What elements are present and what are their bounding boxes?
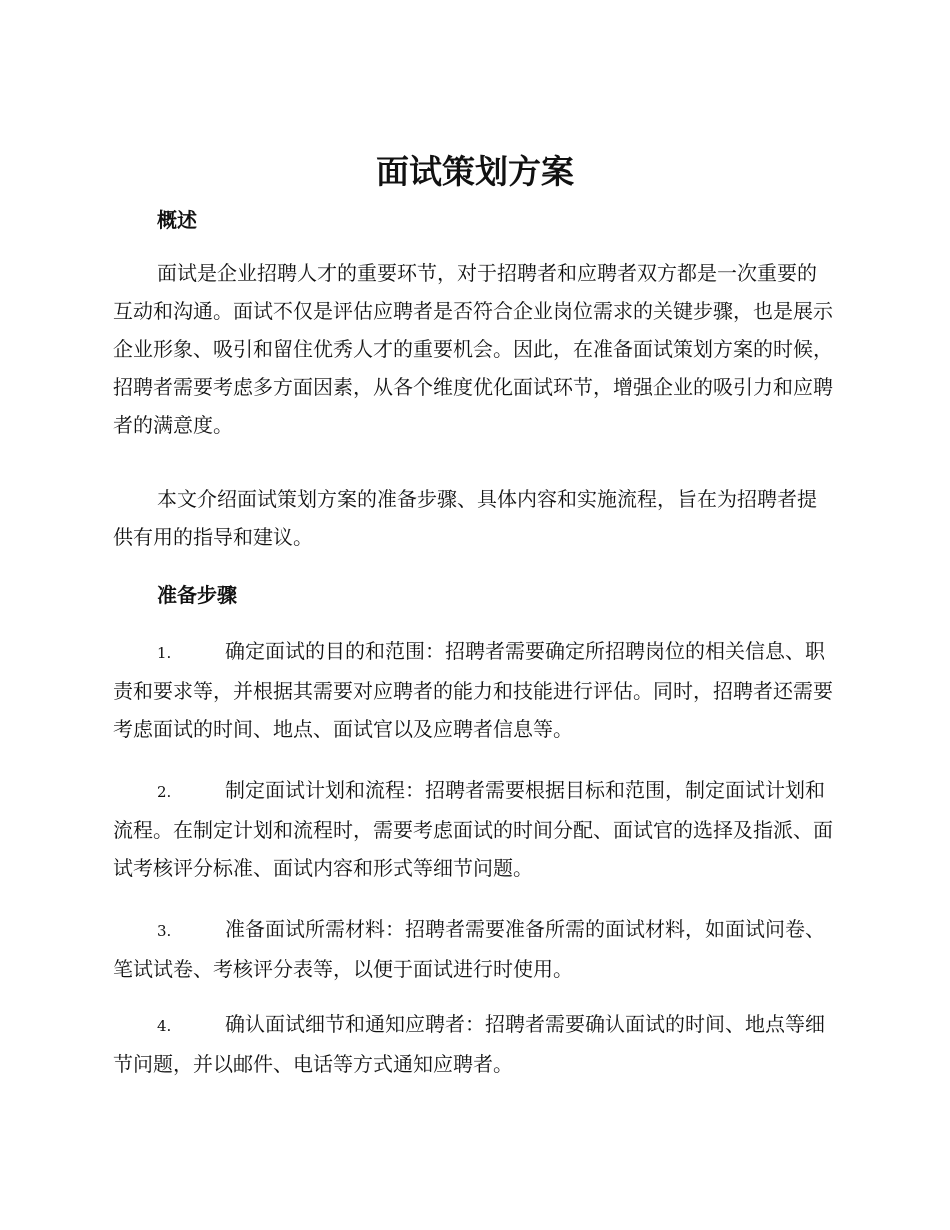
step-text: 确定面试的目的和范围：招聘者需要确定所招聘岗位的相关信息、职责和要求等，并根据其需要对应聘者的能力和技能进行评估。同时，招聘者还需要考虑面试的时间、地点、面试官以及应聘者信息等。 (113, 639, 833, 741)
section-heading-overview: 概述 (157, 208, 197, 232)
overview-paragraph-2: 本文介绍面试策划方案的准备步骤、具体内容和实施流程，旨在为招聘者提供有用的指导和建议。 (113, 487, 817, 549)
preparation-step-4 (113, 1005, 835, 1083)
step-number: 3. (157, 922, 172, 940)
preparation-step-1 (113, 632, 835, 748)
step-number: 4. (157, 1017, 172, 1035)
step-number: 2. (157, 783, 172, 801)
document-title: 面试策划方案 (376, 152, 574, 191)
overview-paragraph-1: 面试是企业招聘人才的重要环节，对于招聘者和应聘者双方都是一次重要的互动和沟通。面试不仅是评估应聘者是否符合企业岗位需求的关键步骤，也是展示企业形象、吸引和留住优秀人才的重要机会。因此，在准备面试策划方案的时候，招聘者需要考虑多方面因素，从各个维度优化面试环节，增强企业的吸引力和应聘者的满意度。 (113, 261, 833, 437)
step-text: 准备面试所需材料：招聘者需要准备所需的面试材料，如面试问卷、笔试试卷、考核评分表等，以便于面试进行时使用。 (113, 917, 825, 981)
step-text: 制定面试计划和流程：招聘者需要根据目标和范围，制定面试计划和流程。在制定计划和流程时，需要考虑面试的时间分配、面试官的选择及指派、面试考核评分标准、面试内容和形式等细节问题。 (113, 778, 833, 880)
preparation-step-2 (113, 771, 835, 887)
preparation-step-3 (113, 910, 835, 988)
step-number: 1. (157, 644, 172, 662)
section-heading-preparation: 准备步骤 (157, 583, 237, 607)
step-text: 确认面试细节和通知应聘者：招聘者需要确认面试的时间、地点等细节问题，并以邮件、电话等方式通知应聘者。 (113, 1012, 825, 1076)
